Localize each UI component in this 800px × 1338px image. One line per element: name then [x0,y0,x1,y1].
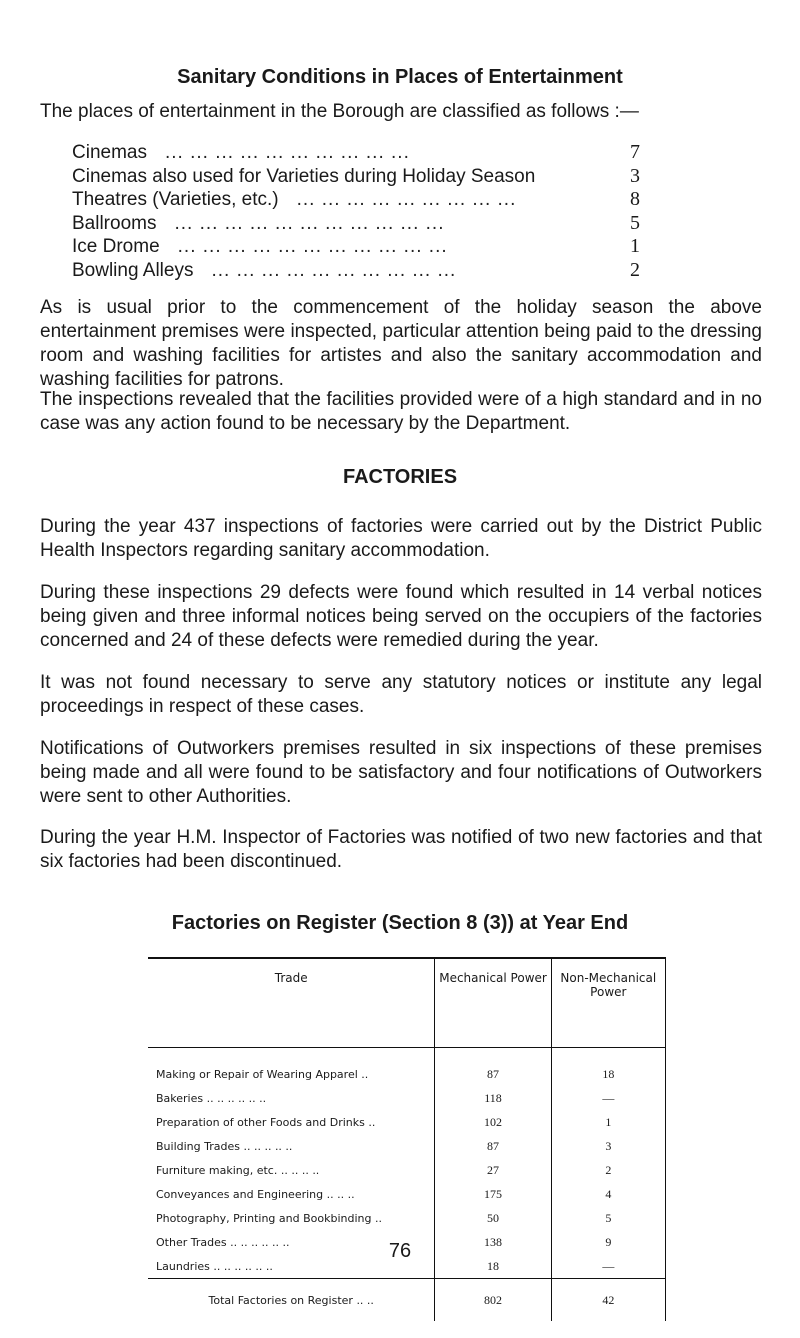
table-row [148,1134,666,1158]
total-mechanical-cell: 802 [435,1279,551,1322]
intro-paragraph: The places of entertainment in the Borough are classified as follows :— [40,101,639,122]
non-mechanical-cell: 9 [551,1230,665,1254]
mechanical-cell: 138 [435,1230,551,1254]
total-label-cell: Total Factories on Register .. .. [148,1279,435,1322]
trade-cell: Preparation of other Foods and Drinks .. [156,1115,376,1129]
place-count: 3 [630,164,640,187]
hm-inspector-paragraph: During the year H.M. Inspector of Factories was notified of two new factories and that six factories had been discontinued. [40,827,762,872]
place-label: Cinemas [72,142,147,163]
place-label: Bowling Alleys [72,259,194,281]
non-mechanical-cell: — [551,1254,665,1279]
inspection-paragraph: As is usual prior to the commencement of the holiday season the above entertainment premises were inspected, particular attention being paid to the dressing room and washing facilities for artistes and also the sanitary accommodation and washing facilities for patrons. [40,297,762,390]
leader-dots: ... ... ... ... ... ... ... ... ... [296,189,517,210]
factories-heading: FACTORIES [342,466,458,488]
table-row [148,1086,666,1110]
mechanical-cell: 27 [435,1158,551,1182]
place-count: 7 [630,141,640,163]
places-list [72,141,640,282]
list-item [72,141,640,165]
trade-cell: Conveyances and Engineering .. .. .. [156,1187,355,1201]
page-title: Sanitary Conditions in Places of Entertainment [177,66,623,88]
table-row [148,1048,666,1087]
place-label: Ballrooms [72,212,157,234]
list-item [72,235,640,259]
mechanical-cell: 87 [435,1134,551,1158]
mechanical-cell: 18 [435,1254,551,1279]
trade-cell: Furniture making, etc. .. .. .. .. [156,1163,320,1177]
non-mechanical-cell: — [551,1086,665,1110]
place-count: 5 [630,211,640,234]
table-row [148,1206,666,1230]
non-mechanical-cell: 5 [551,1206,665,1230]
total-non-mechanical-cell: 42 [551,1279,665,1322]
table-heading: Factories on Register (Section 8 (3)) at Year End [171,912,629,934]
leader-dots: ... ... ... ... ... ... ... ... ... ... [211,259,457,281]
trade-cell: Building Trades .. .. .. .. .. [156,1139,293,1153]
table-header-row [148,959,666,1048]
place-label: Cinemas also used for Varieties during Holiday Season [72,165,536,187]
non-mechanical-cell: 2 [551,1158,665,1182]
non-mechanical-cell: 4 [551,1182,665,1206]
col-header-trade: Trade [148,959,435,1048]
table-total-row [148,1279,666,1322]
trade-cell: Bakeries .. .. .. .. .. .. [156,1091,267,1105]
place-count: 1 [630,235,640,257]
place-label: Theatres (Varieties, etc.) [72,189,279,210]
place-label: Ice Drome [72,236,160,257]
place-count: 2 [630,258,640,281]
col-header-mechanical: Mechanical Power [435,959,551,1048]
defects-paragraph: During these inspections 29 defects were found which resulted in 14 verbal notices being given and three informal notices being served on the occupiers of the factories concerned and 24 of these defects were remedied during the year. [40,582,762,651]
list-item [72,188,640,212]
leader-dots: ... ... ... ... ... ... ... ... ... ... ... [174,212,445,234]
table-row [148,1158,666,1182]
leader-dots: ... ... ... ... ... ... ... ... ... ... [164,142,410,163]
col-header-non-mechanical: Non-Mechanical Power [551,959,665,1048]
statutory-paragraph: It was not found necessary to serve any statutory notices or institute any legal proceedings in respect of these cases. [40,672,762,717]
mechanical-cell: 175 [435,1182,551,1206]
mechanical-cell: 102 [435,1110,551,1134]
factory-inspections-paragraph: During the year 437 inspections of factories were carried out by the District Public Health Inspectors regarding sanitary accommodation. [40,516,762,561]
list-item [72,165,640,189]
table-row [148,1110,666,1134]
mechanical-cell: 118 [435,1086,551,1110]
place-count: 8 [630,188,640,210]
non-mechanical-cell: 1 [551,1110,665,1134]
non-mechanical-cell: 3 [551,1134,665,1158]
mechanical-cell: 87 [435,1048,551,1087]
table-row [148,1182,666,1206]
page-number: 76 [388,1240,412,1262]
trade-cell: Photography, Printing and Bookbinding .. [156,1211,382,1225]
non-mechanical-cell: 18 [551,1048,665,1087]
leader-dots: ... ... ... ... ... ... ... ... ... ... ... [177,236,448,257]
mechanical-cell: 50 [435,1206,551,1230]
trade-cell: Laundries .. .. .. .. .. .. [156,1259,273,1273]
trade-cell: Other Trades .. .. .. .. .. .. [156,1235,290,1249]
outworkers-paragraph: Notifications of Outworkers premises resulted in six inspections of these premises being made and all were found to be satisfactory and four notifications of Outworkers were sent to other Authorities. [40,738,762,807]
list-item [72,259,640,283]
trade-cell: Making or Repair of Wearing Apparel .. [156,1067,369,1081]
list-item [72,212,640,236]
revealed-paragraph: The inspections revealed that the facilities provided were of a high standard and in no case was any action found to be necessary by the Department. [40,389,762,434]
factories-register-table [148,959,666,1321]
